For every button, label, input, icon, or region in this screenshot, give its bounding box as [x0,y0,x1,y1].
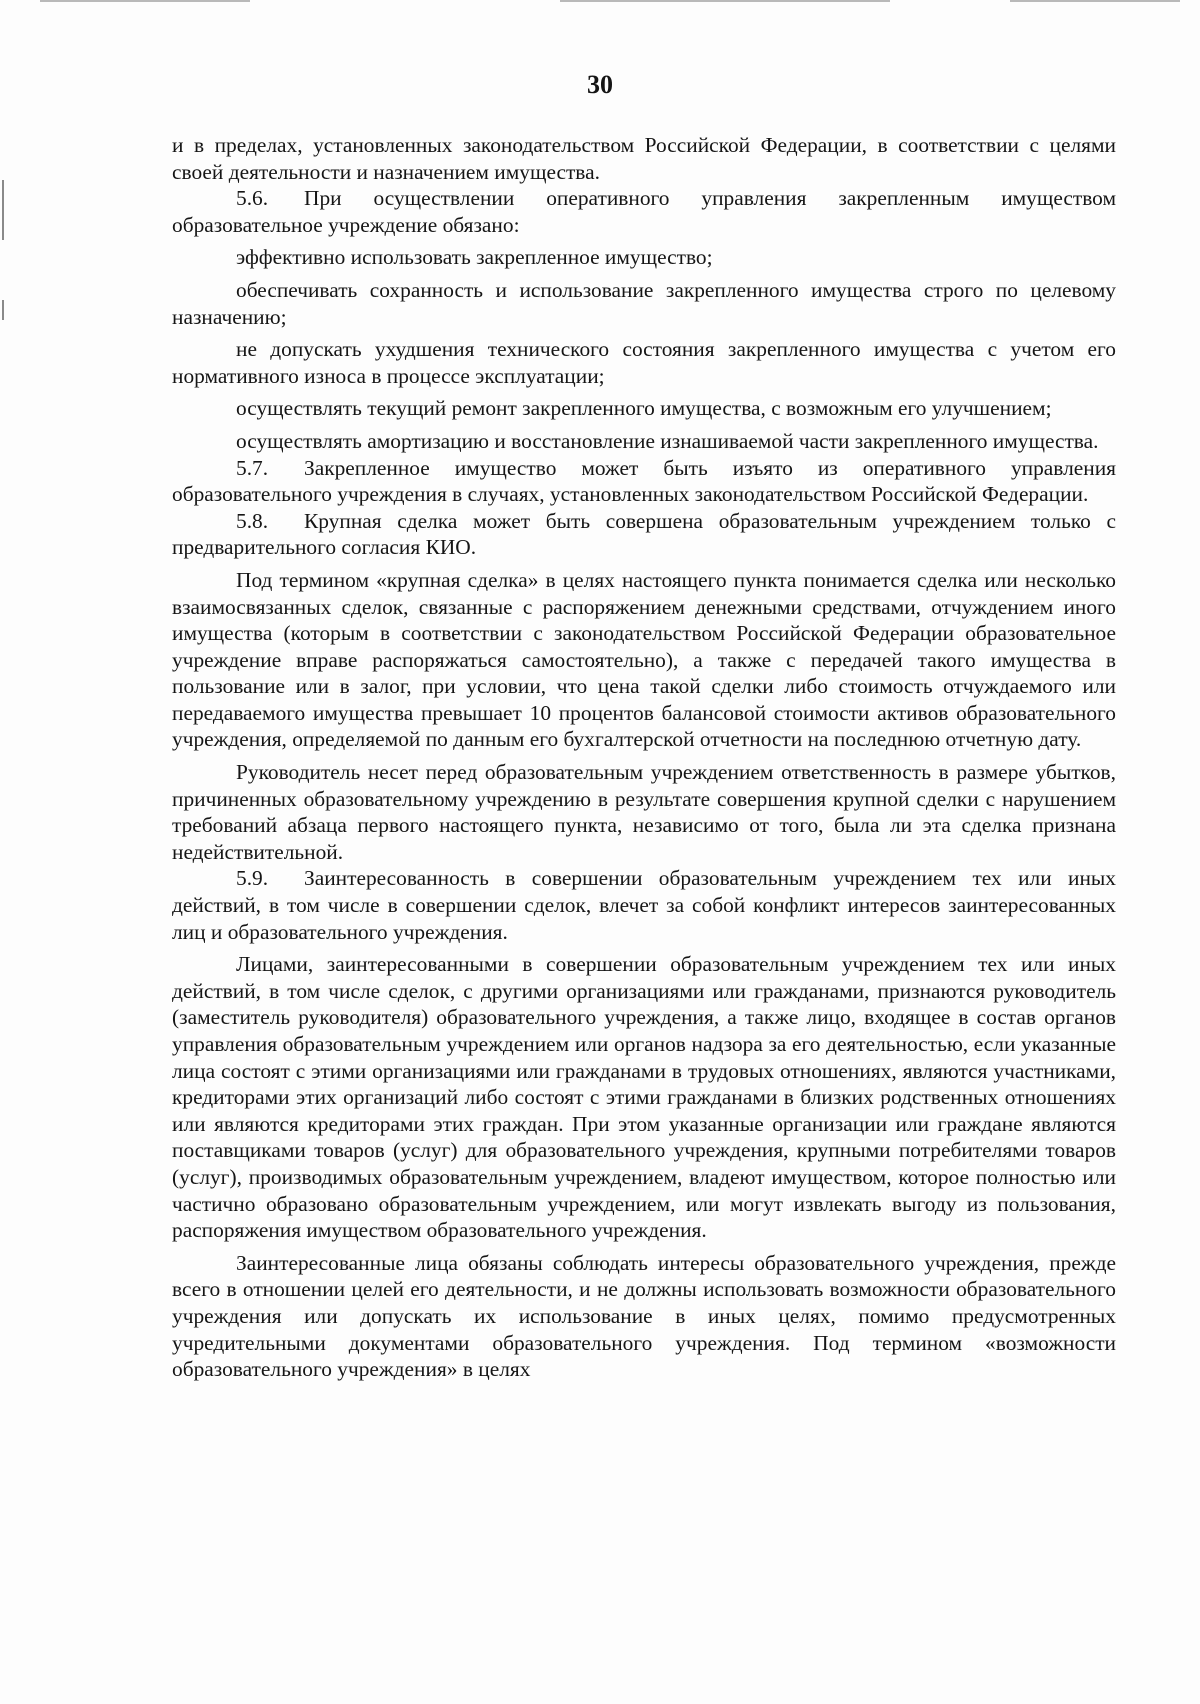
paragraph-text: Закрепленное имущество может быть изъято из оперативного управления образовательного учреждения в случаях, установленных законодательством Российской Федерации. [172,455,1116,507]
paragraph: и в пределах, установленных законодательством Российской Федерации, в соответствии с целями своей деятельности и назначением имущества. [172,133,1116,184]
scan-artifact-left [2,300,4,320]
paragraph: осуществлять текущий ремонт закрепленного имущества, с возможным его улучшением; [236,396,1052,421]
scan-artifact-top [560,0,890,2]
paragraph: Заинтересованные лица обязаны соблюдать интересы образовательного учреждения, прежде всего в отношении целей его деятельности, и не должны использовать возможности образовательного учреждения или допускать их использование в иных целях, помимо предусмотренных учредительными документами образовательного учреждения. Под термином «возможности образовательного учреждения» в целях [172,1250,1116,1382]
paragraph-text: При осуществлении оперативного управления закрепленным имуществом образовательное учреждение обязано: [172,186,1116,237]
scan-artifact-top [1010,0,1180,2]
paragraph: эффективно использовать закрепленное имущество; [236,245,713,270]
paragraph: Руководитель несет перед образовательным учреждением ответственность в размере убытков, причиненных образовательному учреждению в результате совершения крупной сделки с нарушением требований абзаца первого настоящего пункта, независимо от того, была ли эта сделка признана недействительной. [172,760,1116,864]
item-number: 5.6. [236,186,269,211]
paragraph: не допускать ухудшения технического состояния закрепленного имущества с учетом его нормативного износа в процессе эксплуатации; [172,337,1116,388]
paragraph: Лицами, заинтересованными в совершении образовательным учреждением тех или иных действий, в том числе сделок, с другими организациями или гражданами, признаются руководитель (заместитель руководителя) образовательного учреждения, а также лицо, входящее в состав органов управления образовательным учреждением или органов надзора за его деятельностью, если указанные лица состоят с этими организациями или гражданами в трудовых отношениях, являются участниками, кредиторами этих организаций либо состоят с этими гражданами в близких родственных отношениях или являются кредиторами этих граждан. При этом указанные организации или граждане являются поставщиками товаров (услуг) для образовательного учреждения, крупными потребителями товаров (услуг), производимых образовательным учреждением, владеют имуществом, которое полностью или частично образовано образовательным учреждением, или могут извлекать выгоду из пользования, распоряжения имуществом образовательного учреждения. [172,952,1116,1243]
paragraph: Под термином «крупная сделка» в целях настоящего пункта понимается сделка или несколько взаимосвязанных сделок, связанные с распоряжением денежными средствами, отчуждением иного имущества (которым в соответствии с законодательством Российской Федерации образовательное учреждение вправе распоряжаться самостоятельно), а также с передачей такого имущества в пользование или в залог, при условии, что цена такой сделки либо стоимость отчуждаемого или передаваемого имущества превышает 10 процентов балансовой стоимости активов образовательного учреждения, определяемой по данным его бухгалтерской отчетности на последнюю отчетную дату. [172,567,1116,752]
paragraph: осуществлять амортизацию и восстановление изнашиваемой части закрепленного имущества. [236,428,1099,453]
page-number: 30 [587,70,613,99]
paragraph: обеспечивать сохранность и использование закрепленного имущества строго по целевому назначению; [172,277,1116,329]
paragraph-item [172,865,1116,945]
paragraph-item [172,508,1116,561]
paragraph-text: Крупная сделка может быть совершена образовательным учреждением только с предварительного согласия КИО. [172,508,1116,560]
item-number: 5.9. [236,866,269,891]
paragraph-item [172,185,1116,238]
scan-artifact-left [2,180,4,240]
item-number: 5.7. [236,455,269,480]
paragraph-item [172,455,1116,508]
item-number: 5.8. [236,508,269,533]
paragraph-text: Заинтересованность в совершении образовательным учреждением тех или иных действий, в том числе в совершении сделок, влечет за собой конфликт интересов заинтересованных лиц и образовательного учреждения. [172,866,1116,944]
scan-artifact-top [40,0,250,2]
document-body [172,132,1116,1383]
